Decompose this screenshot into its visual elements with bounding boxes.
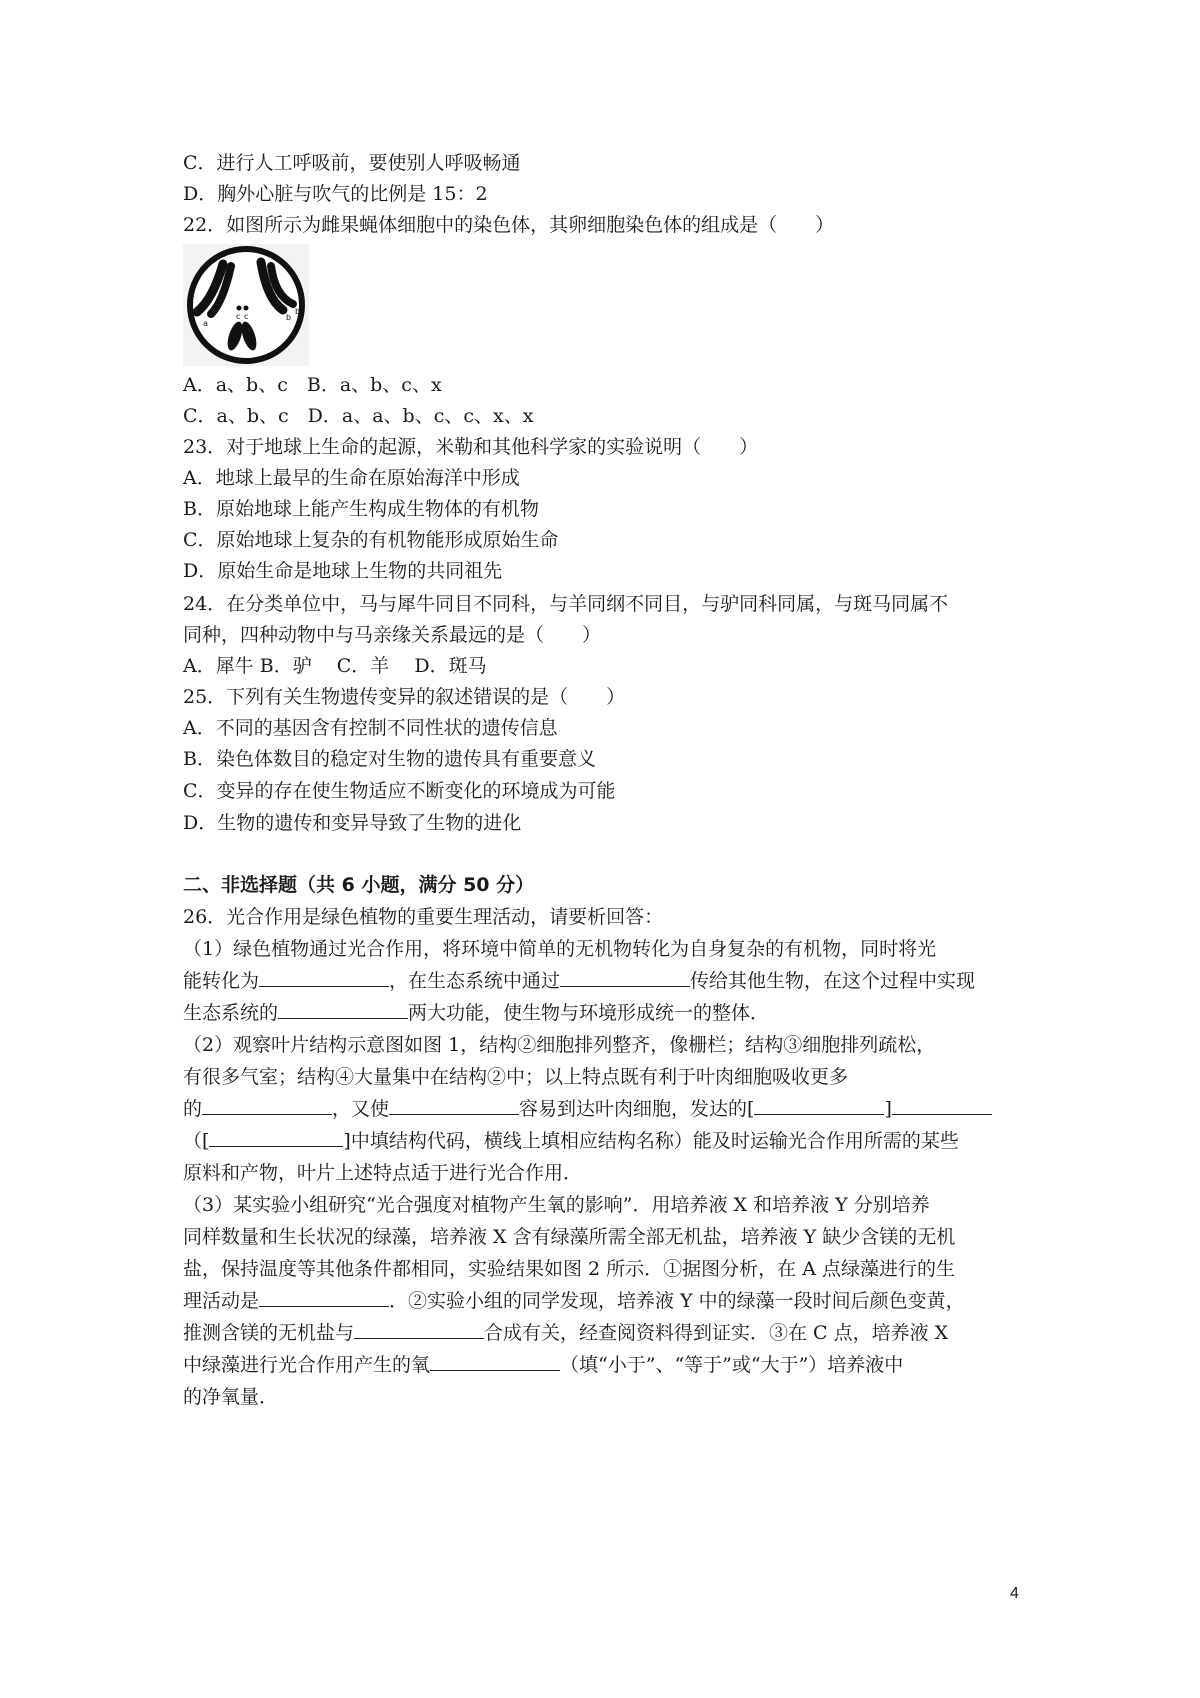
q25-option-b: B．染色体数目的稳定对生物的遗传具有重要意义 [183, 748, 596, 770]
q26-part3-line-1: （3）某实验小组研究“光合强度对植物产生氧的影响”．用培养液 X 和培养液 Y 分别培养 [183, 1194, 930, 1216]
q24-options: A．犀牛 B．驴 C．羊 D．斑马 [183, 655, 487, 677]
page-number: 4 [1010, 1585, 1019, 1602]
q24-stem-line-1: 24．在分类单位中，马与犀牛同目不同科，与羊同纲不同目，与驴同科同属，与斑马同属不 [183, 593, 949, 615]
answer-blank[interactable] [259, 966, 389, 987]
answer-blank[interactable] [209, 1126, 343, 1147]
q25-option-c: C．变异的存在使生物适应不断变化的环境成为可能 [183, 780, 616, 802]
label-a-1: a [189, 311, 194, 320]
q23-option-d: D．原始生命是地球上生物的共同祖先 [183, 560, 503, 582]
text-segment: ]中填结构代码，横线上填相应结构名称）能及时运输光合作用所需的某些 [343, 1130, 959, 1152]
answer-blank[interactable] [892, 1094, 992, 1115]
section-2-heading: 二、非选择题（共 6 小题，满分 50 分） [183, 874, 535, 896]
chromosome-c-dot-1 [237, 306, 242, 311]
q26-part3-line-5 [183, 1318, 948, 1348]
text-segment: ，在生态系统中通过 [389, 970, 561, 992]
label-b-1: b [286, 313, 292, 322]
q26-part2-line-4 [183, 1126, 959, 1156]
q26-part1-line-1: （1）绿色植物通过光合作用，将环境中简单的无机物转化为自身复杂的有机物，同时将光 [183, 938, 937, 960]
q22-stem: 22．如图所示为雌果蝇体细胞中的染色体，其卵细胞染色体的组成是（ ） [183, 214, 835, 236]
q26-part2-line-3 [183, 1094, 992, 1124]
text-segment: 合成有关，经查阅资料得到证实．③在 C 点，培养液 X [484, 1322, 949, 1344]
chromosome-c-dot-2 [244, 306, 249, 311]
q26-stem: 26．光合作用是绿色植物的重要生理活动，请要析回答： [183, 906, 664, 928]
text-segment: 的 [183, 1098, 203, 1120]
q26-part3-line-6 [183, 1350, 903, 1380]
text-segment: ．②实验小组的同学发现，培养液 Y 中的绿藻一段时间后颜色变黄， [389, 1290, 965, 1312]
text-segment: 传给其他生物，在这个过程中实现 [690, 970, 976, 992]
label-b-2: b [295, 307, 301, 316]
text-segment: 推测含镁的无机盐与 [183, 1322, 355, 1344]
text-segment: ，又使 [332, 1098, 390, 1120]
text-segment: 两大功能，使生物与环境形成统一的整体． [408, 1002, 770, 1024]
label-c-1: c [236, 312, 241, 321]
answer-blank[interactable] [430, 1350, 560, 1371]
text-segment: 理活动是 [183, 1290, 260, 1312]
text-segment: （填“小于”、“等于”或“大于”）培养液中 [560, 1354, 904, 1376]
q26-part3-line-7: 的净氧量． [183, 1386, 279, 1408]
q26-part3-line-4 [183, 1286, 965, 1316]
label-a-2: a [203, 319, 208, 328]
answer-blank[interactable] [202, 1094, 332, 1115]
q22-options-cd: C．a、b、c D．a、a、b、c、c、x、x [183, 405, 534, 427]
q26-part2-line-1: （2）观察叶片结构示意图如图 1，结构②细胞排列整齐，像栅栏；结构③细胞排列疏松， [183, 1034, 936, 1056]
q25-option-a: A．不同的基因含有控制不同性状的遗传信息 [183, 717, 558, 739]
q26-part3-line-3: 盐，保持温度等其他条件都相同，实验结果如图 2 所示．①据图分析，在 A 点绿藻进行的生 [183, 1258, 955, 1280]
q21-option-c: C．进行人工呼吸前，要使别人呼吸畅通 [183, 152, 521, 174]
q26-part2-line-5: 原料和产物，叶片上述特点适于进行光合作用． [183, 1162, 583, 1184]
answer-blank[interactable] [560, 966, 690, 987]
q25-option-d: D．生物的遗传和变异导致了生物的进化 [183, 812, 522, 834]
q23-option-c: C．原始地球上复杂的有机物能形成原始生命 [183, 529, 559, 551]
answer-blank[interactable] [259, 1286, 389, 1307]
answer-blank[interactable] [754, 1094, 884, 1115]
q23-option-b: B．原始地球上能产生构成生物体的有机物 [183, 498, 539, 520]
answer-blank[interactable] [354, 1318, 484, 1339]
text-segment: 容易到达叶肉细胞，发达的[ [519, 1098, 755, 1120]
answer-blank[interactable] [278, 998, 408, 1019]
q23-stem: 23．对于地球上生命的起源，米勒和其他科学家的实验说明（ ） [183, 436, 759, 458]
q26-part1-line-3 [183, 998, 769, 1028]
text-segment: ] [884, 1098, 892, 1120]
text-segment: 中绿藻进行光合作用产生的氧 [183, 1354, 431, 1376]
label-c-2: c [244, 312, 249, 321]
answer-blank[interactable] [389, 1094, 519, 1115]
chromosome-figure [183, 244, 309, 366]
q26-part2-line-2: 有很多气室；结构④大量集中在结构②中；以上特点既有利于叶肉细胞吸收更多 [183, 1066, 849, 1088]
q26-part3-line-2: 同样数量和生长状况的绿藻，培养液 X 含有绿藻所需全部无机盐，培养液 Y 缺少含镁的无机 [183, 1226, 956, 1248]
q23-option-a: A．地球上最早的生命在原始海洋中形成 [183, 467, 520, 489]
q21-option-d: D．胸外心脏与吹气的比例是 15：2 [183, 183, 488, 205]
q25-stem: 25．下列有关生物遗传变异的叙述错误的是（ ） [183, 686, 626, 708]
q22-options-ab: A．a、b、c B．a、b、c、x [183, 374, 442, 396]
text-segment: （[ [183, 1130, 210, 1152]
text-segment: 能转化为 [183, 970, 260, 992]
q24-stem-line-2: 同种，四种动物中与马亲缘关系最远的是（ ） [183, 624, 602, 646]
text-segment: 生态系统的 [183, 1002, 279, 1024]
q26-part1-line-2 [183, 966, 975, 996]
